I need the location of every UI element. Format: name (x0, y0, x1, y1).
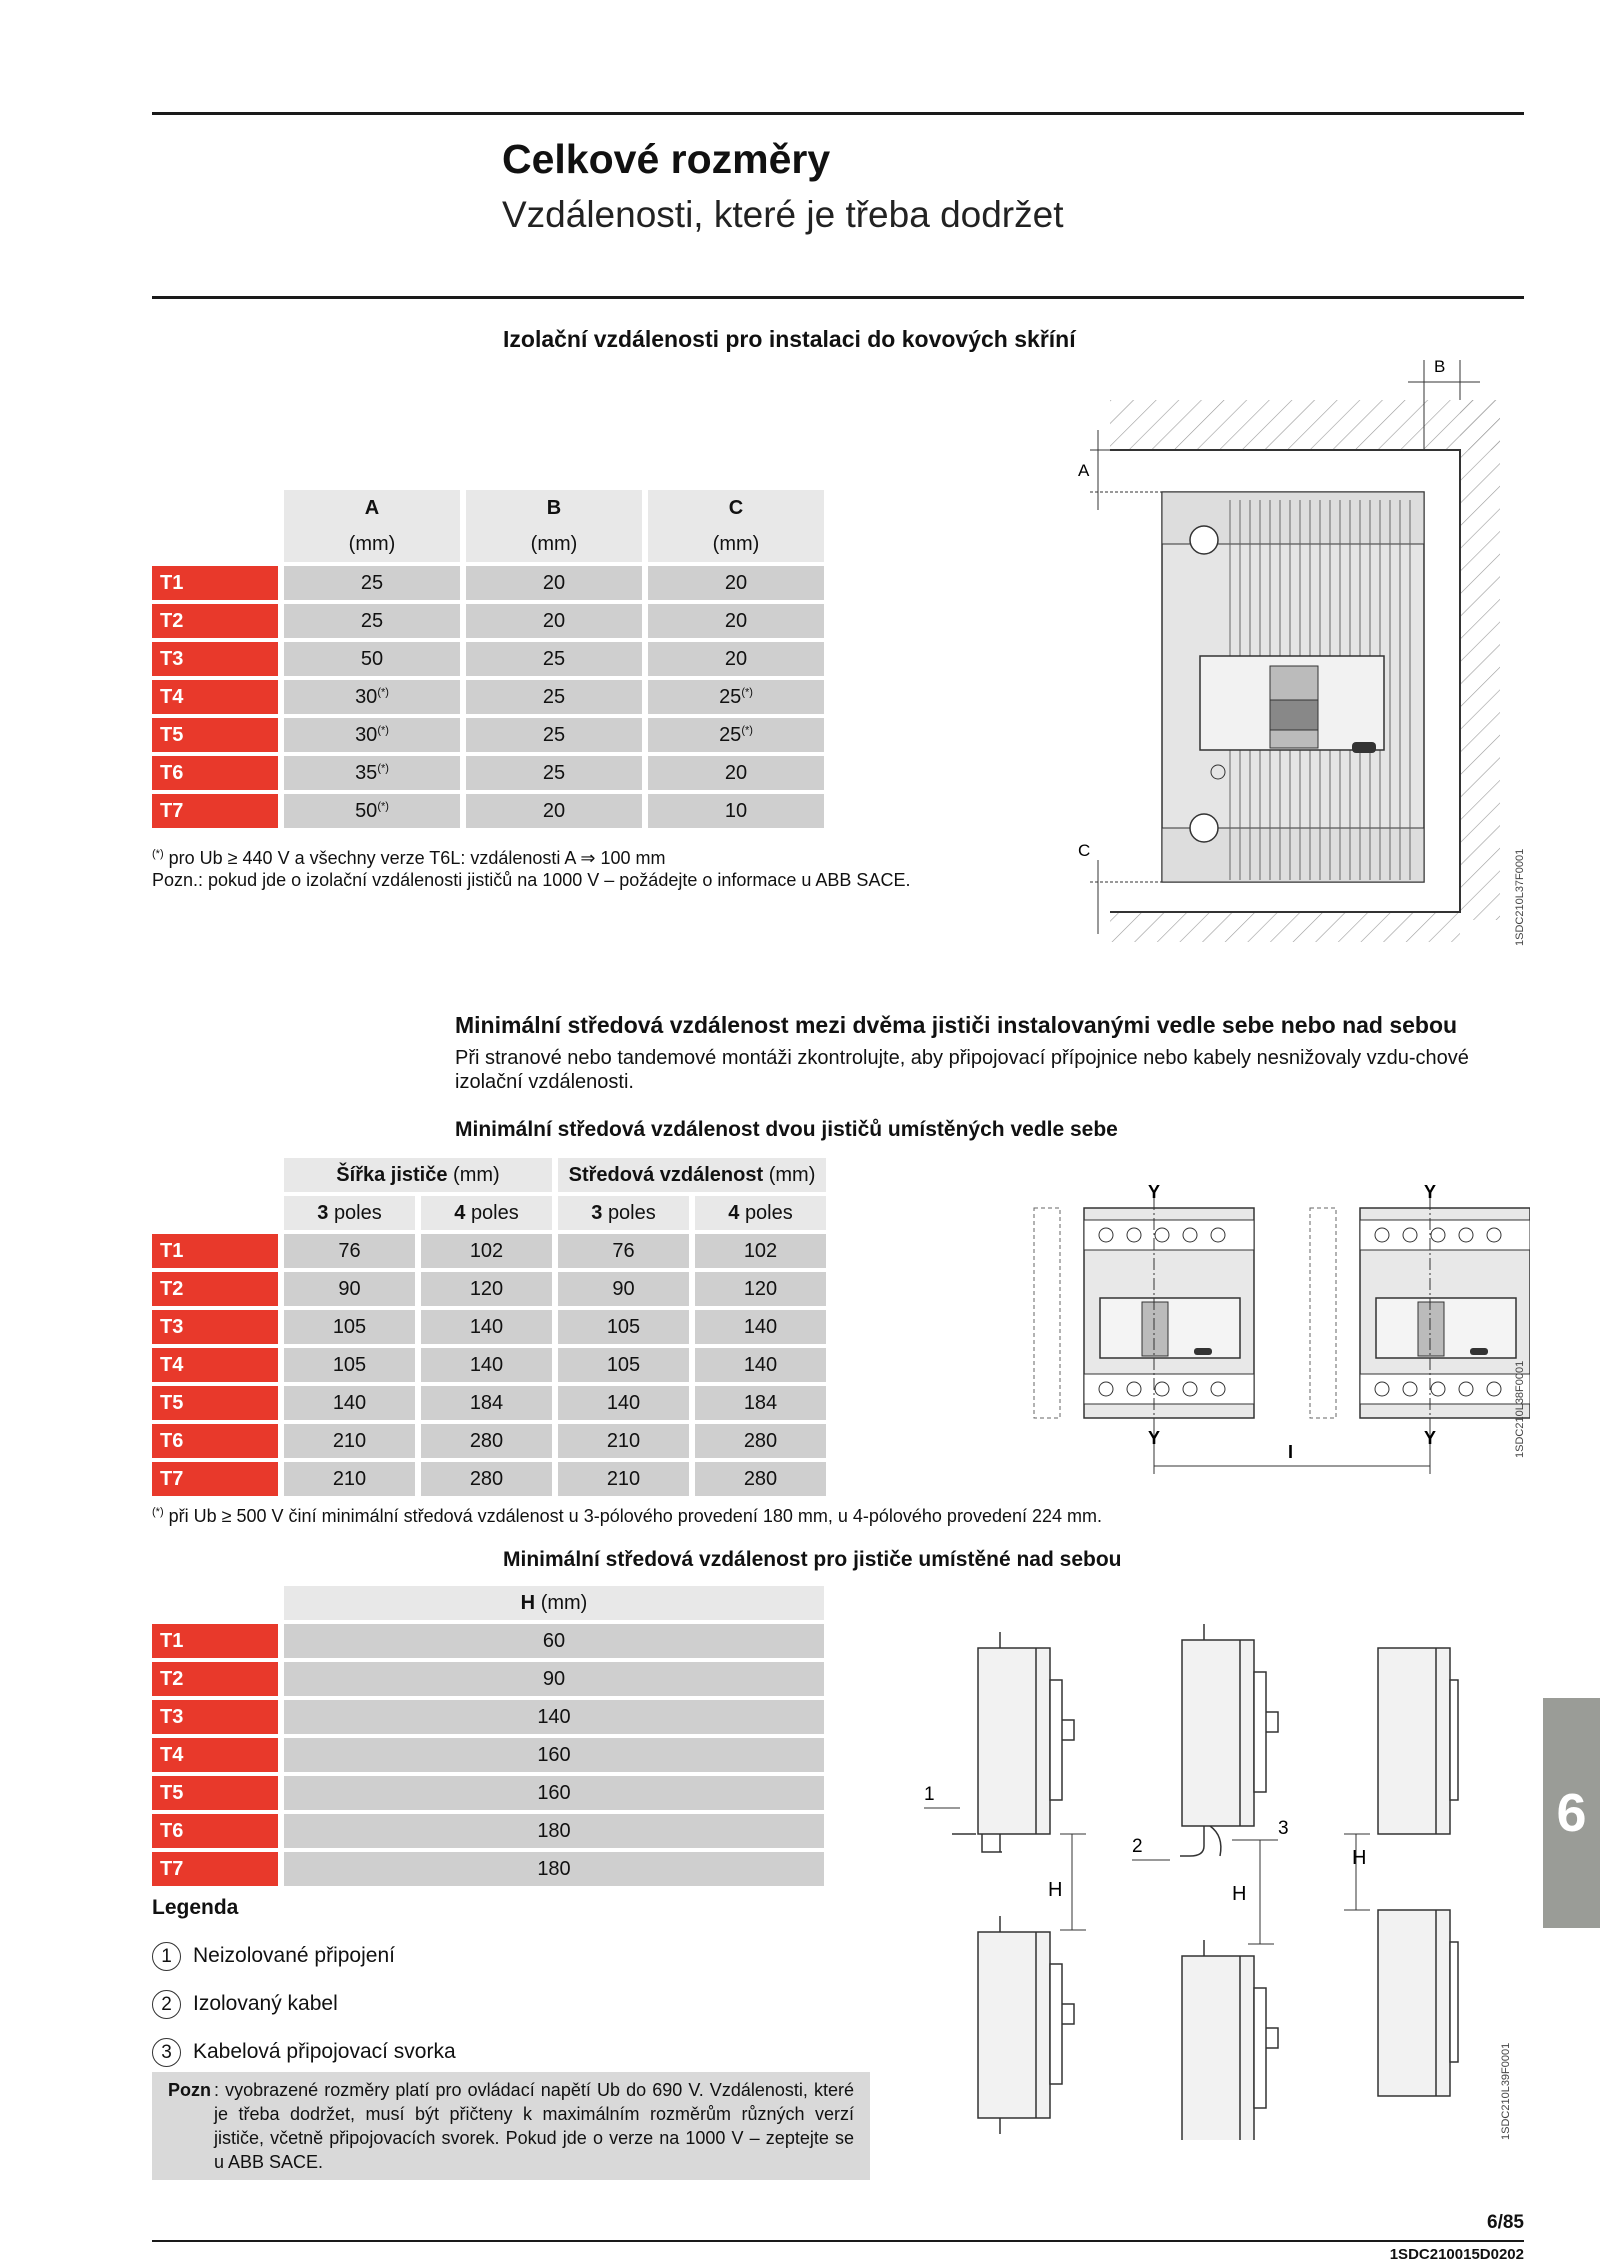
cell-b: 20 (466, 566, 642, 600)
row-label: T6 (152, 756, 278, 790)
value: 25 (719, 723, 742, 746)
value: 30 (355, 723, 378, 746)
row-label: T5 (152, 1386, 278, 1420)
top-rule (152, 112, 1524, 115)
table-row (152, 1272, 826, 1306)
table-row (152, 718, 824, 752)
cell-h: 140 (284, 1700, 824, 1734)
diagram2-code: 1SDC210L38F0001 (1514, 1360, 1526, 1458)
cell-value: 120 (695, 1272, 826, 1306)
doc-code: 1SDC210015D0202 (1389, 2246, 1524, 2263)
footnote-mark: (*) (377, 799, 389, 812)
side-by-side-table (146, 1154, 832, 1500)
cell-c (648, 794, 824, 828)
diagram3-code: 1SDC210L39F0001 (1500, 2042, 1512, 2140)
dim-label-c: C (1078, 841, 1091, 860)
col-header-b: B (mm) (466, 490, 642, 562)
page-subtitle: Vzdálenosti, které je třeba dodržet (502, 194, 1064, 235)
cell-a (284, 604, 460, 638)
cell-value: 280 (695, 1462, 826, 1496)
cell-value: 105 (558, 1310, 689, 1344)
table-row (152, 642, 824, 676)
table-row (152, 566, 824, 600)
cell-value: 140 (421, 1310, 552, 1344)
diagram1-code: 1SDC210L37F0001 (1514, 848, 1526, 946)
value: 10 (724, 799, 748, 822)
footnote-mark: (*) (377, 723, 389, 736)
cell-value: 210 (284, 1462, 415, 1496)
cell-value: 90 (558, 1272, 689, 1306)
row-label: T1 (152, 566, 278, 600)
dim-label-a: A (1078, 461, 1090, 480)
cell-value: 102 (695, 1234, 826, 1268)
table-row (152, 1852, 824, 1886)
pozn-text: : vyobrazené rozměry platí pro ovládací napětí Ub do 690 V. Vzdálenosti, které je třeba dodržet, musí být přičteny k maximálním rozměrům různých verzí jističe, včetně připojovacích svorek. Pokud jde o verze na 1000 V – zeptejte se u ABB SACE. (214, 2080, 854, 2172)
row-label: T1 (152, 1234, 278, 1268)
footnote-mark: (*) (377, 685, 389, 698)
cell-value: 140 (695, 1348, 826, 1382)
cell-value: 184 (695, 1386, 826, 1420)
row-label: T6 (152, 1424, 278, 1458)
row-label: T4 (152, 680, 278, 714)
cell-value: 184 (421, 1386, 552, 1420)
table-row (152, 1348, 826, 1382)
cell-h: 180 (284, 1814, 824, 1848)
row-label: T4 (152, 1738, 278, 1772)
cell-value: 210 (558, 1424, 689, 1458)
cell-c (648, 642, 824, 676)
stacked-table (146, 1582, 830, 1890)
cell-value: 280 (421, 1462, 552, 1496)
table-row (152, 1462, 826, 1496)
dim-label-h: H (1352, 1847, 1367, 1869)
row-label: T7 (152, 1462, 278, 1496)
cell-c (648, 566, 824, 600)
callout-1: 1 (924, 1784, 935, 1805)
stacked-diagram (900, 1620, 1460, 2140)
row-label: T3 (152, 642, 278, 676)
enclosure-clearance-diagram (1070, 350, 1540, 950)
footer-rule (152, 2240, 1524, 2242)
cell-value: 105 (284, 1310, 415, 1344)
page-number: 6/85 (1487, 2212, 1524, 2233)
table-row (152, 794, 824, 828)
row-label: T2 (152, 1272, 278, 1306)
distance-label-i: I (1288, 1442, 1294, 1462)
col-3-poles: 3 poles (284, 1196, 415, 1230)
table-row (152, 680, 824, 714)
dim-label-h: H (1232, 1883, 1247, 1905)
cell-c (648, 756, 824, 790)
section1-footnote: (*) pro Ub ≥ 440 V a všechny verze T6L: vzdálenosti A ⇒ 100 mm (152, 848, 666, 868)
cell-h: 160 (284, 1738, 824, 1772)
cell-a (284, 680, 460, 714)
table-row (152, 1814, 824, 1848)
cell-b: 25 (466, 756, 642, 790)
table-row (152, 1776, 824, 1810)
cell-value: 105 (284, 1348, 415, 1382)
row-label: T1 (152, 1624, 278, 1658)
section3-heading: Minimální středová vzdálenost pro jističe umístěné nad sebou (503, 1548, 1122, 1571)
cell-a (284, 756, 460, 790)
legend-item: 1 Neizolované připojení (152, 1942, 395, 1971)
cell-value: 140 (695, 1310, 826, 1344)
value: 20 (724, 647, 748, 670)
cell-b: 20 (466, 794, 642, 828)
row-label: T3 (152, 1700, 278, 1734)
cell-value: 140 (284, 1386, 415, 1420)
row-label: T4 (152, 1348, 278, 1382)
cell-value: 210 (558, 1462, 689, 1496)
chapter-tab: 6 (1543, 1698, 1600, 1928)
cell-b: 25 (466, 680, 642, 714)
dim-label-b: B (1434, 357, 1446, 376)
table-row (152, 1624, 824, 1658)
table-row (152, 1424, 826, 1458)
value: 50 (355, 799, 378, 822)
row-label: T2 (152, 604, 278, 638)
col-4-poles: 4 poles (695, 1196, 826, 1230)
table-row (152, 1700, 824, 1734)
legend-item: 3 Kabelová připojovací svorka (152, 2038, 456, 2067)
row-label: T6 (152, 1814, 278, 1848)
section2-intro: Při stranové nebo tandemové montáži zkontrolujte, aby připojovací přípojnice nebo kabely nesnižovaly vzdu-chové izolační vzdálenosti. (455, 1047, 1469, 1093)
cell-b: 20 (466, 604, 642, 638)
cell-h: 90 (284, 1662, 824, 1696)
value: 25 (360, 571, 384, 594)
row-label: T5 (152, 1776, 278, 1810)
cell-c (648, 604, 824, 638)
cell-a (284, 718, 460, 752)
cell-value: 76 (558, 1234, 689, 1268)
section2-heading: Minimální středová vzdálenost mezi dvěma jističi instalovanými vedle sebe nebo nad sebou (455, 1012, 1458, 1038)
cell-value: 102 (421, 1234, 552, 1268)
header-rule (152, 296, 1524, 299)
footnote-mark: (*) (741, 685, 753, 698)
value: 20 (724, 609, 748, 632)
pozn-box: Pozn : vyobrazené rozměry platí pro ovládací napětí Ub do 690 V. Vzdálenosti, které je třeba dodržet, musí být přičteny k maximálním rozměrům různých verzí jističe, včetně připojovacích svorek. Pokud jde o verze na 1000 V – zeptejte se u ABB SACE. (152, 2072, 870, 2180)
group-header-width: Šířka jističe (mm) (284, 1158, 552, 1192)
value: 50 (360, 647, 384, 670)
clearance-table (146, 486, 830, 832)
section1-note: Pozn.: pokud jde o izolační vzdálenosti jističů na 1000 V – požádejte o informace u ABB SACE. (152, 870, 911, 890)
axis-label-y: Y (1424, 1182, 1437, 1202)
footnote-mark: (*) (377, 761, 389, 774)
cell-value: 140 (558, 1386, 689, 1420)
col-header-a: A (mm) (284, 490, 460, 562)
table-row (152, 604, 824, 638)
cell-h: 180 (284, 1852, 824, 1886)
row-label: T2 (152, 1662, 278, 1696)
cell-value: 105 (558, 1348, 689, 1382)
footnote-mark: (*) (741, 723, 753, 736)
table-row (152, 1738, 824, 1772)
side-by-side-diagram (1030, 1178, 1530, 1478)
section2-footnote: (*) při Ub ≥ 500 V činí minimální středová vzdálenost u 3-pólového provedení 180 mm, u 4-pólového provedení 224 mm. (152, 1506, 1103, 1526)
table-row (152, 1234, 826, 1268)
value: 25 (719, 685, 742, 708)
value: 20 (724, 761, 748, 784)
cell-c (648, 718, 824, 752)
table-row (152, 1662, 824, 1696)
legend-title: Legenda (152, 1896, 239, 1919)
group-header-center: Středová vzdálenost (mm) (558, 1158, 826, 1192)
cell-value: 140 (421, 1348, 552, 1382)
col-header-h: H (mm) (284, 1586, 824, 1620)
cell-value: 280 (695, 1424, 826, 1458)
col-3-poles: 3 poles (558, 1196, 689, 1230)
cell-h: 60 (284, 1624, 824, 1658)
row-label: T3 (152, 1310, 278, 1344)
axis-label-y: Y (1148, 1428, 1161, 1448)
callout-3: 3 (1278, 1818, 1289, 1839)
value: 25 (360, 609, 384, 632)
dim-label-h: H (1048, 1879, 1063, 1901)
section2-subheading: Minimální středová vzdálenost dvou jističů umístěných vedle sebe (455, 1118, 1118, 1141)
cell-c (648, 680, 824, 714)
cell-value: 76 (284, 1234, 415, 1268)
table-row (152, 1386, 826, 1420)
cell-a (284, 642, 460, 676)
value: 30 (355, 685, 378, 708)
cell-b: 25 (466, 642, 642, 676)
row-label: T7 (152, 794, 278, 828)
cell-value: 90 (284, 1272, 415, 1306)
cell-value: 120 (421, 1272, 552, 1306)
page-title: Celkové rozměry (502, 136, 831, 182)
cell-a (284, 794, 460, 828)
table-row (152, 756, 824, 790)
callout-2: 2 (1132, 1836, 1143, 1857)
legend-item: 2 Izolovaný kabel (152, 1990, 338, 2019)
cell-a (284, 566, 460, 600)
row-label: T5 (152, 718, 278, 752)
axis-label-y: Y (1148, 1182, 1161, 1202)
cell-b: 25 (466, 718, 642, 752)
cell-value: 210 (284, 1424, 415, 1458)
value: 20 (724, 571, 748, 594)
cell-value: 280 (421, 1424, 552, 1458)
col-4-poles: 4 poles (421, 1196, 552, 1230)
col-header-c: C (mm) (648, 490, 824, 562)
table-row (152, 1310, 826, 1344)
value: 35 (355, 761, 378, 784)
cell-h: 160 (284, 1776, 824, 1810)
axis-label-y: Y (1424, 1428, 1437, 1448)
section1-heading: Izolační vzdálenosti pro instalaci do kovových skříní (503, 326, 1076, 352)
row-label: T7 (152, 1852, 278, 1886)
